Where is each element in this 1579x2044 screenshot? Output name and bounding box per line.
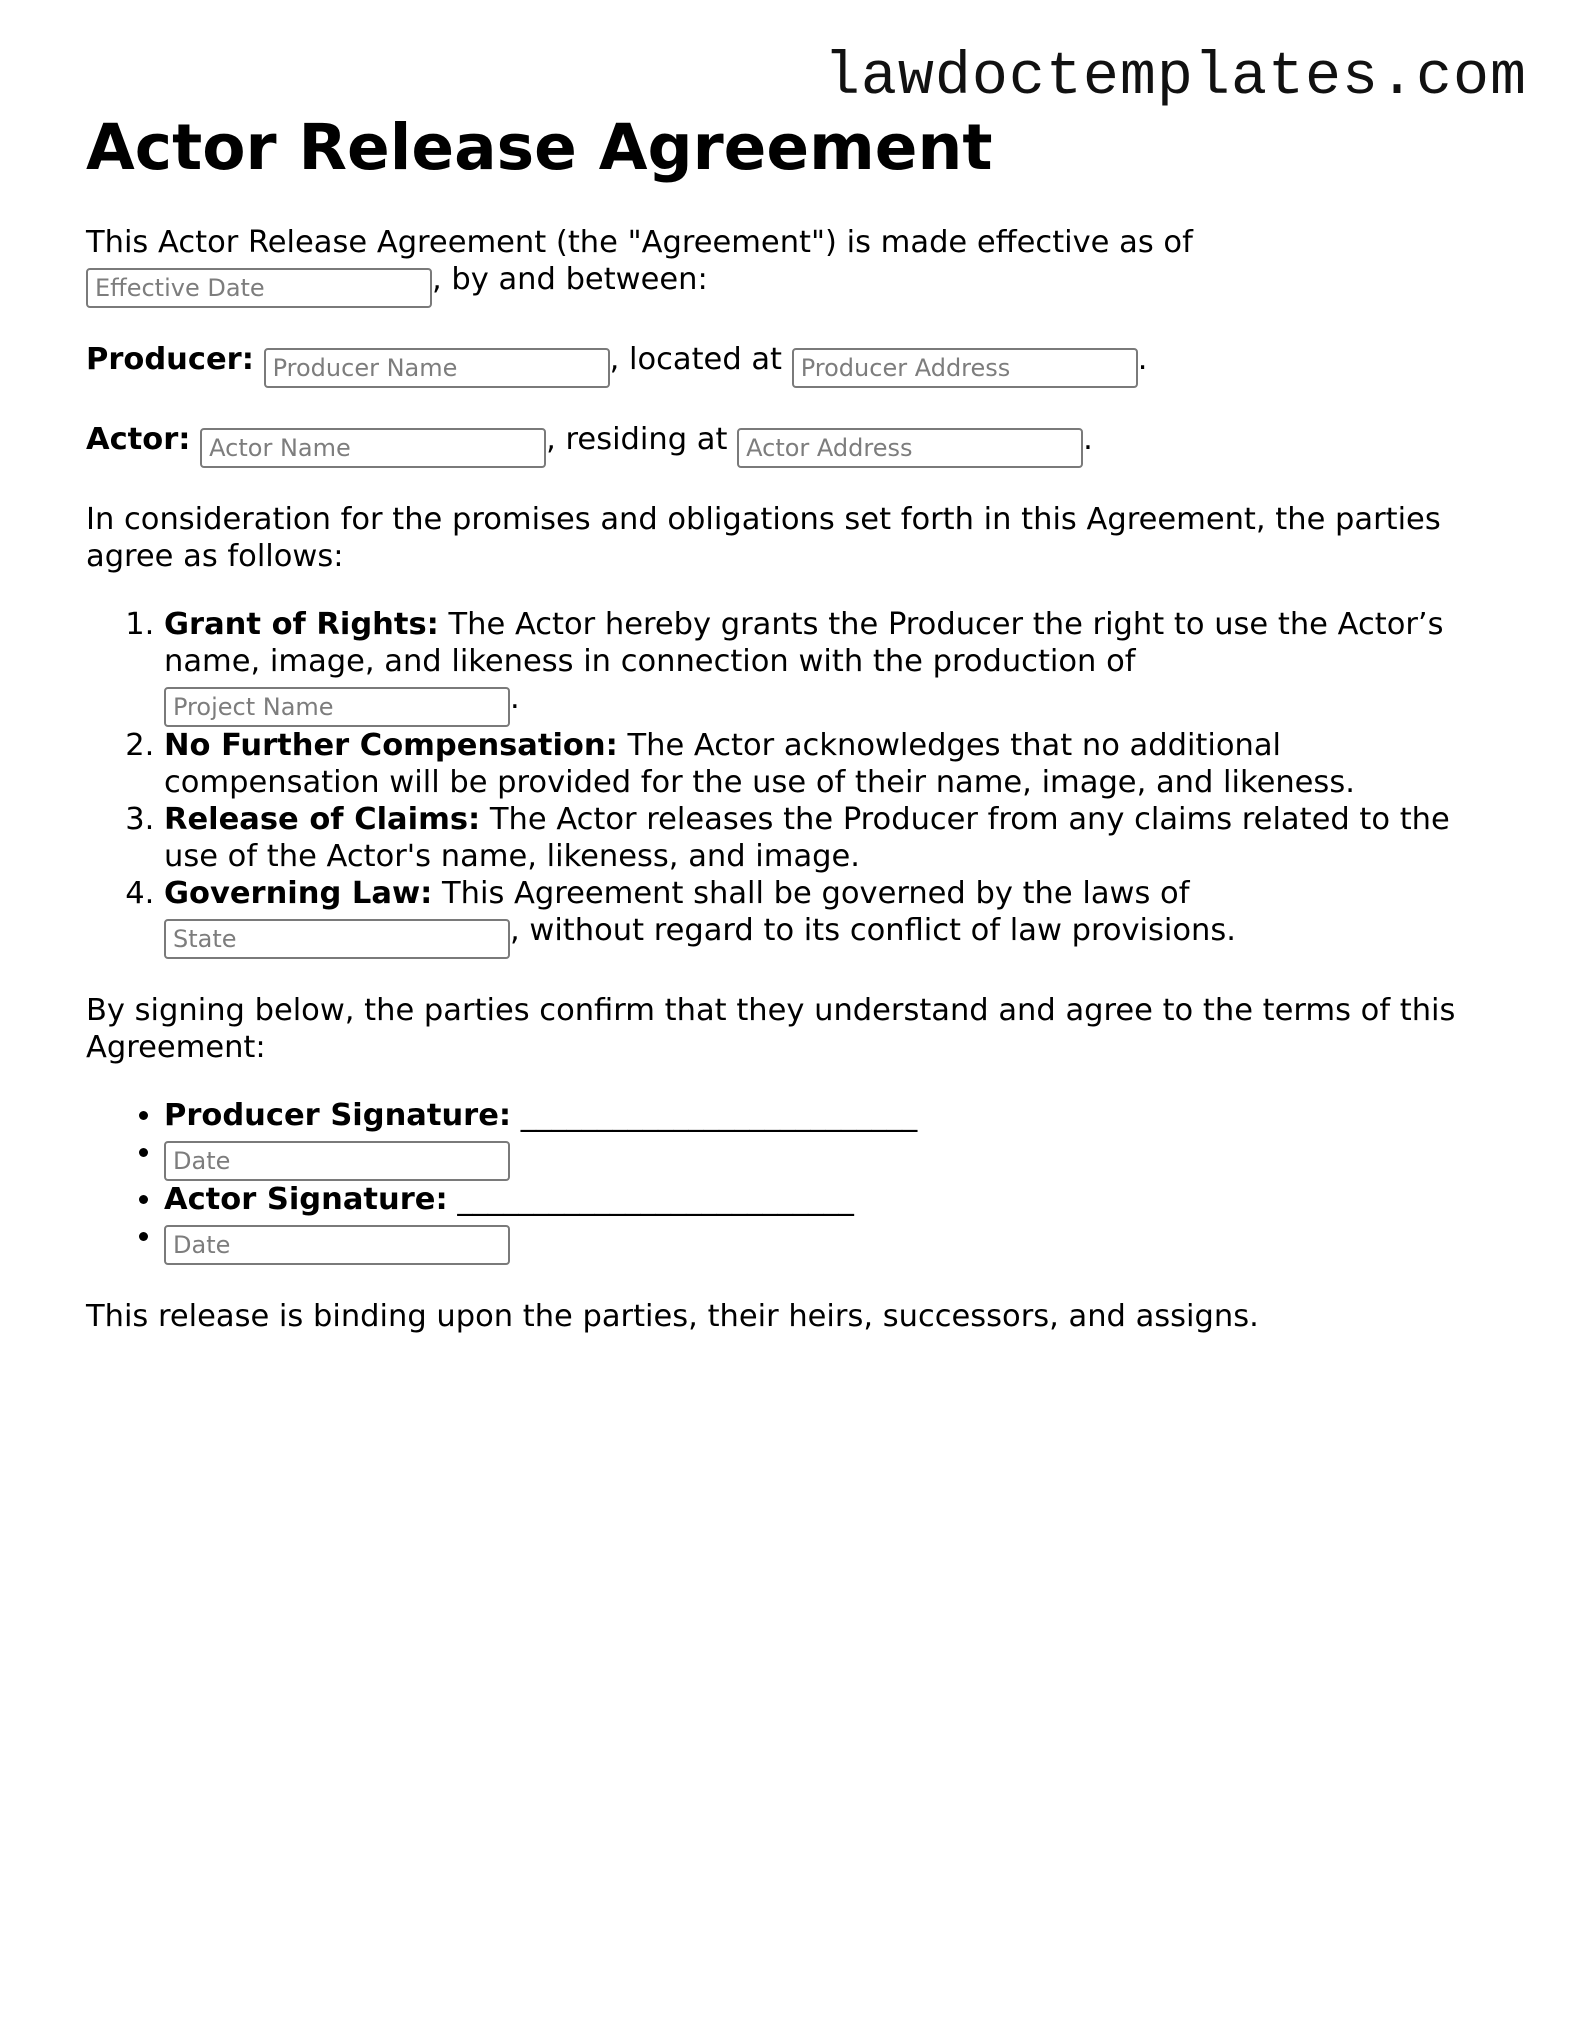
producer-end: . (1137, 342, 1148, 377)
project-name-field[interactable] (164, 687, 510, 727)
producer-signature-line[interactable]: __________________________ (520, 1098, 918, 1133)
document-title: Actor Release Agreement (86, 111, 993, 184)
producer-label: Producer: (86, 342, 254, 377)
actor-signature-label: Actor Signature: (164, 1182, 448, 1217)
actor-date-field[interactable] (164, 1225, 510, 1265)
term-heading: Governing Law: (164, 876, 433, 911)
actor-connector: , residing at (546, 422, 728, 457)
actor-label: Actor: (86, 422, 191, 457)
producer-signature-label: Producer Signature: (164, 1098, 512, 1133)
state-field[interactable] (164, 919, 510, 959)
document-page (86, 110, 1506, 1335)
term-heading: Grant of Rights: (164, 607, 439, 642)
actor-signature-item (164, 1181, 1506, 1218)
producer-signature-item (164, 1097, 1506, 1134)
actor-end: . (1083, 422, 1093, 457)
term-heading: Release of Claims: (164, 802, 481, 837)
signature-list (86, 1097, 1506, 1265)
actor-line (86, 421, 1506, 468)
consideration-paragraph: In consideration for the promises and obligations set forth in this Agreement, the parties agree as follows: (86, 502, 1441, 574)
intro-text-after: , by and between: (432, 262, 708, 297)
term-after: , without regard to its conflict of law provisions. (510, 913, 1236, 948)
term-no-further-compensation (164, 727, 1506, 801)
intro-paragraph (86, 224, 1506, 308)
terms-list (86, 606, 1506, 959)
producer-date-item (164, 1134, 1506, 1181)
term-heading: No Further Compensation: (164, 728, 618, 763)
term-text: The Actor hereby grants the Producer the right to use the Actor’s name, image, and likeness in connection with the production of (164, 607, 1444, 679)
actor-name-field[interactable] (200, 428, 546, 468)
effective-date-field[interactable] (86, 268, 432, 308)
signing-paragraph: By signing below, the parties confirm that they understand and agree to the terms of this Agreement: (86, 993, 1456, 1065)
producer-connector: , located at (609, 342, 783, 377)
term-text: The Actor releases the Producer from any claims related to the use of the Actor's name, likeness, and image. (164, 802, 1450, 874)
actor-date-item (164, 1218, 1506, 1265)
producer-name-field[interactable] (264, 348, 610, 388)
producer-line (86, 341, 1506, 388)
term-grant-of-rights (164, 606, 1506, 727)
term-after: . (510, 681, 520, 716)
actor-signature-line[interactable]: __________________________ (457, 1182, 854, 1217)
producer-address-field[interactable] (792, 348, 1138, 388)
term-governing-law (164, 875, 1506, 959)
actor-address-field[interactable] (737, 428, 1083, 468)
term-release-of-claims (164, 801, 1506, 875)
closing-paragraph: This release is binding upon the parties, their heirs, successors, and assigns. (86, 1299, 1259, 1334)
intro-text: This Actor Release Agreement (the "Agreement") is made effective as of (86, 225, 1193, 260)
term-text: The Actor acknowledges that no additional compensation will be provided for the use of their name, image, and likeness. (164, 728, 1355, 800)
site-watermark: lawdoctemplates.com (823, 44, 1527, 112)
term-text: This Agreement shall be governed by the laws of (432, 876, 1190, 911)
producer-date-field[interactable] (164, 1141, 510, 1181)
